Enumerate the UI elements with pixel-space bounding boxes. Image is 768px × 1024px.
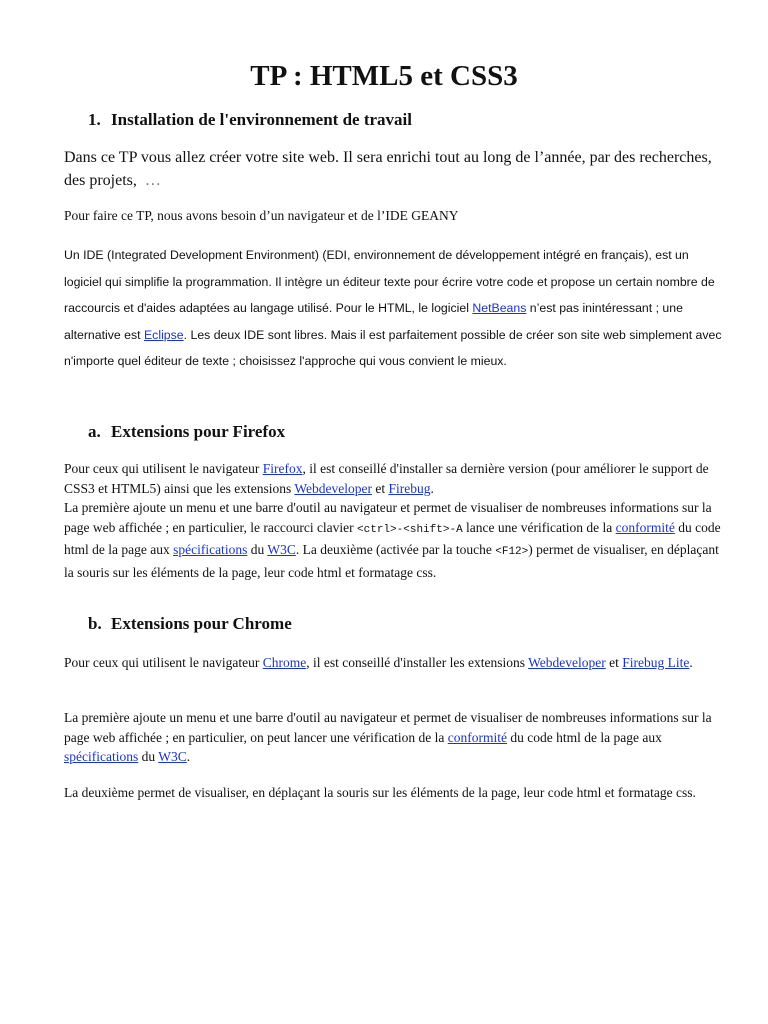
text: Pour ceux qui utilisent le navigateur [64,655,263,670]
text: . [430,480,434,496]
shortcut-code: <ctrl>-<shift>-A [357,523,463,536]
text: . [186,749,191,765]
section-letter: b. [88,614,102,633]
eclipse-link[interactable]: Eclipse [143,327,184,342]
w3c-link[interactable]: W3C [267,542,296,558]
text: et [372,480,389,496]
w3c-link[interactable]: W3C [158,749,187,765]
section-heading-text: Installation de l'environnement de travail [111,110,412,129]
firefox-paragraph-1 [64,459,724,498]
ide-text-1: Un IDE (Integrated Development Environment) (EDI, environnement de développement intégré en français), est un logiciel qui simplifie la programmation. Il intègre un éditeur texte pour écrire votre code et propose un certain nombre de raccourcis et d'aides adaptées au langage utilisé. Pour le HTML, le logiciel [64,248,715,315]
section-heading-text: Extensions pour Chrome [111,614,292,633]
section-heading-chrome [88,614,292,634]
text: lance une vérification de la [462,519,616,535]
text: . La deuxième (activée par la touche [295,542,496,558]
firefox-link[interactable]: Firefox [262,461,303,476]
text: et [605,655,623,670]
text: La première ajoute un menu et une barre d'outil au navigateur et permet de visualiser de nombreuses informations sur la page web affichée ; en particulier, on peut lancer une vérification de la [64,710,712,745]
firebug-link[interactable]: Firebug [388,480,431,496]
text: du code html de la page aux [507,729,662,745]
section-heading-firefox [88,422,285,442]
firefox-section-body [64,459,724,583]
conformite-link[interactable]: conformité [447,729,508,745]
ide-text-3: . Les deux IDE sont libres. Mais il est parfaitement possible de créer son site web simplement avec n'importe quel éditeur de texte ; choisissez l'approche qui vous convient le mieux. [64,327,722,368]
text: du [247,542,268,558]
netbeans-link[interactable]: NetBeans [472,301,527,315]
webdeveloper-link[interactable]: Webdeveloper [528,655,606,670]
page-title: TP : HTML5 et CSS3 [250,60,518,92]
webdeveloper-link[interactable]: Webdeveloper [294,480,372,496]
specifications-link[interactable]: spécifications [64,749,139,765]
firebug-lite-link[interactable]: Firebug Lite [622,655,690,670]
section-heading-text: Extensions pour Firefox [111,422,286,441]
text: du [138,749,159,765]
intro-ellipsis: … [144,172,161,189]
chrome-paragraph-3: La deuxième permet de visualiser, en déplaçant la souris sur les éléments de la page, leur code html et formatage css. [64,785,696,800]
text: ) permet de visualiser, en déplaçant la souris sur les éléments de la page, leur code html et formatage css. [64,542,719,580]
text: . [689,655,693,670]
f12-code: <F12> [495,546,529,559]
section-number: 1. [88,110,101,129]
specifications-link[interactable]: spécifications [173,542,248,558]
text: Pour ceux qui utilisent le navigateur [64,461,263,476]
conformite-link[interactable]: conformité [615,519,675,535]
firefox-paragraph-2 [64,498,724,582]
section-letter: a. [88,422,101,441]
text: , il est conseillé d'installer sa dernière version (pour améliorer le support de CSS3 et HTML5) ainsi que les extensions [64,461,709,496]
requirements-paragraph: Pour faire ce TP, nous avons besoin d’un navigateur et de l’IDE GEANY [64,208,459,223]
text: , il est conseillé d'installer les extensions [306,655,529,670]
intro-paragraph [64,146,724,192]
intro-text: Dans ce TP vous allez créer votre site web. Il sera enrichi tout au long de l’année, par des recherches, des projets, [64,149,712,189]
text: du code html de la page aux [64,519,721,558]
chrome-paragraph-2 [64,708,724,767]
text: La première ajoute un menu et une barre d'outil au navigateur et permet de visualiser de nombreuses informations sur la page web affichée ; en particulier, le raccourci clavier [64,500,712,535]
ide-paragraph [64,242,724,375]
chrome-paragraph-1 [64,653,724,673]
section-heading-installation [88,110,412,130]
chrome-link[interactable]: Chrome [262,655,307,670]
ide-text-2: n’est pas inintéressant ; une alternative est [64,301,683,342]
